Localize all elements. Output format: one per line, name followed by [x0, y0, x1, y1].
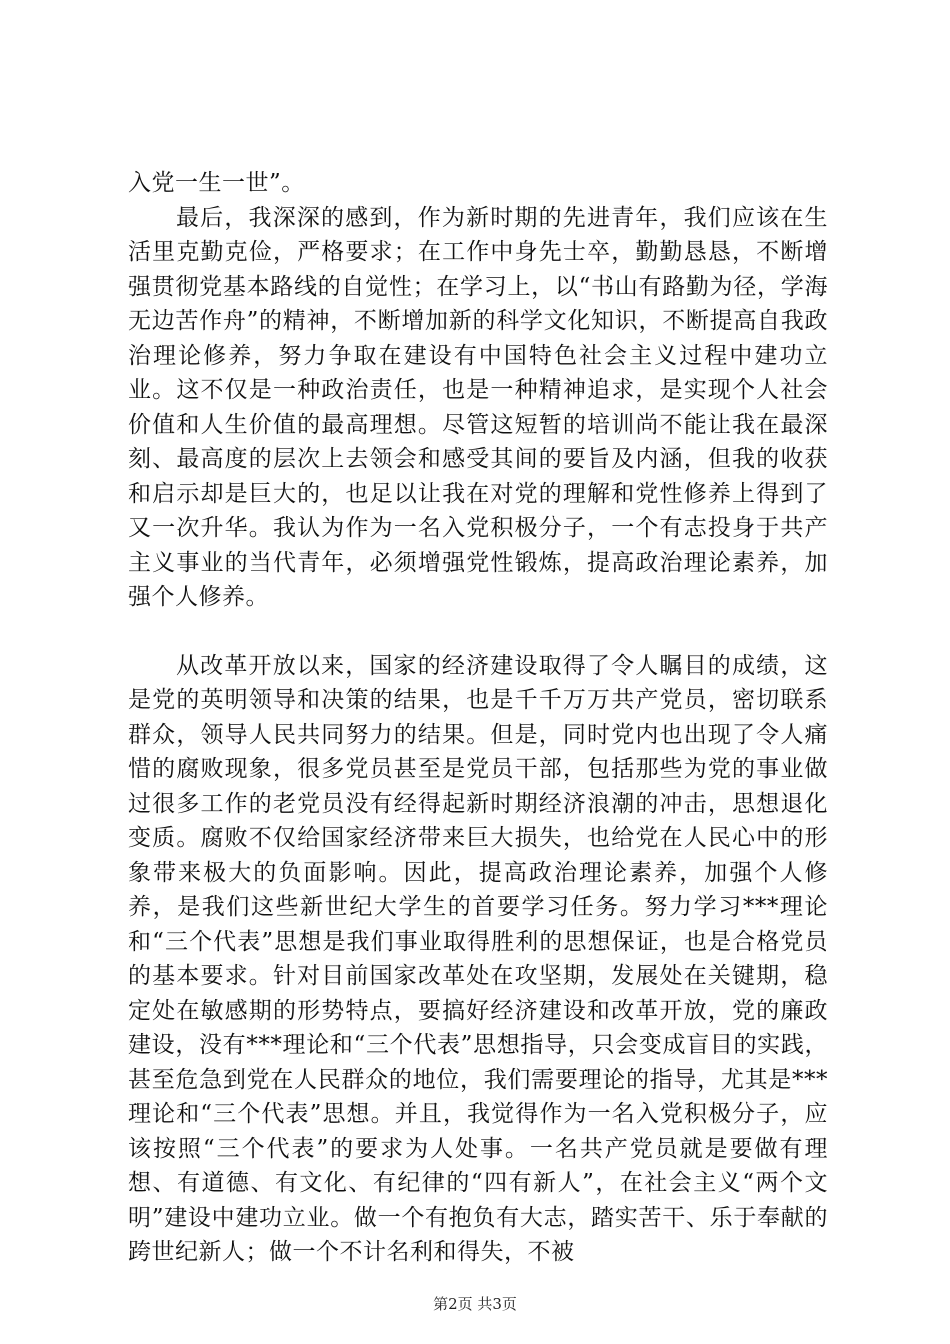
- page-footer: [0, 1294, 950, 1314]
- document-body: [128, 166, 828, 1270]
- paragraph-spacer: [128, 615, 828, 649]
- paragraph-conclusion: 最后，我深深的感到，作为新时期的先进青年，我们应该在生活里克勤克俭，严格要求；在工作中身先士卒，勤勤恳恳，不断增强贯彻党基本路线的自觉性；在学习上，以“书山有路勤为径，学海无边苦作舟”的精神，不断增加新的科学文化知识，不断提高自我政治理论修养，努力争取在建设有中国特色社会主义过程中建功立业。这不仅是一种政治责任，也是一种精神追求，是实现个人社会价值和人生价值的最高理想。尽管这短暂的培训尚不能让我在最深刻、最高度的层次上去领会和感受其间的要旨及内涵，但我的收获和启示却是巨大的，也足以让我在对党的理解和党性修养上得到了又一次升华。我认为作为一名入党积极分子，一个有志投身于共产主义事业的当代青年，必须增强党性锻炼，提高政治理论素养，加强个人修养。: [128, 204, 828, 610]
- paragraph-continuation: 入党一生一世”。: [128, 170, 305, 196]
- page-number-label: 第2页 共3页: [433, 1295, 517, 1313]
- paragraph-reform: 从改革开放以来，国家的经济建设取得了令人瞩目的成绩，这是党的英明领导和决策的结果，也是千千万万共产党员，密切联系群众，领导人民共同努力的结果。但是，同时党内也出现了令人痛惜的腐败现象，很多党员甚至是党员干部，包括那些为党的事业做过很多工作的老党员没有经得起新时期经济浪潮的冲击，思想退化变质。腐败不仅给国家经济带来巨大损失，也给党在人民心中的形象带来极大的负面影响。因此，提高政治理论素养，加强个人修养，是我们这些新世纪大学生的首要学习任务。努力学习***理论和“三个代表”思想是我们事业取得胜利的思想保证，也是合格党员的基本要求。针对目前国家改革处在攻坚期，发展处在关键期，稳定处在敏感期的形势特点，要搞好经济建设和改革开放，党的廉政建设，没有***理论和“三个代表”思想指导，只会变成盲目的实践，甚至危急到党在人民群众的地位，我们需要理论的指导，尤其是***理论和“三个代表”思想。并且，我觉得作为一名入党积极分子，应该按照“三个代表”的要求为人处事。一名共产党员就是要做有理想、有道德、有文化、有纪律的“四有新人”，在社会主义“两个文明”建设中建功立业。做一个有抱负有大志，踏实苦干、乐于奉献的跨世纪新人；做一个不计名利和得失，不被: [128, 652, 828, 1265]
